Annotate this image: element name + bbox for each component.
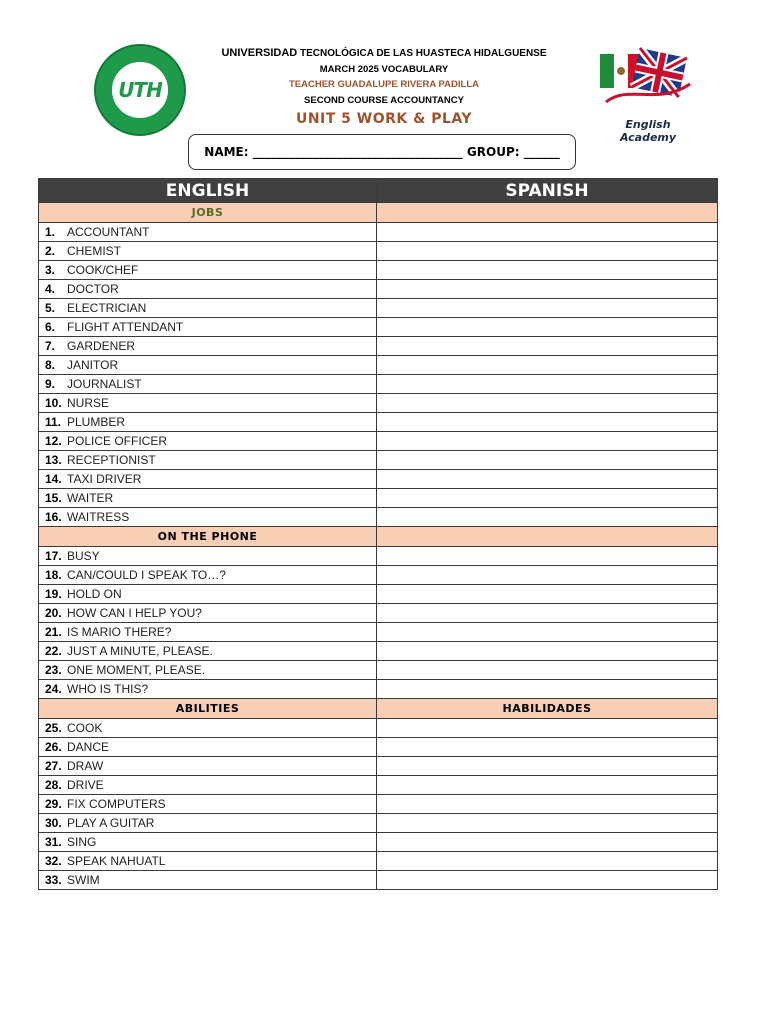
- spanish-answer-cell[interactable]: [377, 375, 718, 394]
- table-row: [39, 585, 718, 604]
- english-word: CAN/COULD I SPEAK TO…?: [67, 568, 226, 582]
- unit-title: UNIT 5 WORK & PLAY: [295, 111, 473, 127]
- table-row: [39, 776, 718, 795]
- table-row: [39, 318, 718, 337]
- spanish-answer-cell[interactable]: [377, 489, 718, 508]
- table-row: [39, 738, 718, 757]
- spanish-answer-cell[interactable]: [377, 547, 718, 566]
- english-word: DRAW: [67, 759, 104, 773]
- spanish-answer-cell[interactable]: [377, 871, 718, 890]
- english-cell: [39, 318, 377, 337]
- teacher-name: TEACHER GUADALUPE RIVERA PADILLA: [288, 79, 479, 90]
- spanish-answer-cell[interactable]: [377, 337, 718, 356]
- spanish-answer-cell[interactable]: [377, 738, 718, 757]
- english-academy-logo: [598, 44, 698, 144]
- item-number: 19.: [45, 587, 62, 601]
- item-number: 21.: [45, 625, 62, 639]
- spanish-answer-cell[interactable]: [377, 451, 718, 470]
- spanish-answer-cell[interactable]: [377, 757, 718, 776]
- name-group-line[interactable]: NAME: ___________________________________ GROUP: ______: [204, 145, 560, 159]
- spanish-answer-cell[interactable]: [377, 261, 718, 280]
- english-cell: [39, 566, 377, 585]
- item-number: 27.: [45, 759, 62, 773]
- table-row: [39, 757, 718, 776]
- table-row: [39, 223, 718, 242]
- item-number: 18.: [45, 568, 62, 582]
- english-word: RECEPTIONIST: [67, 453, 156, 467]
- table-row: [39, 280, 718, 299]
- english-word: SPEAK NAHUATL: [67, 854, 166, 868]
- item-number: 14.: [45, 472, 62, 486]
- english-word: WAITRESS: [67, 510, 130, 524]
- english-cell: [39, 470, 377, 489]
- item-number: 23.: [45, 663, 62, 677]
- spanish-column-header: SPANISH: [377, 179, 718, 203]
- item-number: 1.: [45, 225, 56, 239]
- table-row: [39, 413, 718, 432]
- english-word: CHEMIST: [67, 244, 121, 258]
- english-cell: [39, 604, 377, 623]
- english-cell: [39, 661, 377, 680]
- english-word: FIX COMPUTERS: [67, 797, 166, 811]
- spanish-answer-cell[interactable]: [377, 623, 718, 642]
- english-cell: [39, 432, 377, 451]
- english-cell: [39, 299, 377, 318]
- spanish-answer-cell[interactable]: [377, 814, 718, 833]
- spanish-answer-cell[interactable]: [377, 566, 718, 585]
- spanish-answer-cell[interactable]: [377, 470, 718, 489]
- english-word: DOCTOR: [67, 282, 119, 296]
- english-word: ELECTRICIAN: [67, 301, 147, 315]
- english-word: DANCE: [67, 740, 110, 754]
- spanish-answer-cell[interactable]: [377, 795, 718, 814]
- table-row: [39, 375, 718, 394]
- university-name: UNIVERSIDAD TECNOLÓGICA DE LAS HUASTECA HIDALGUENSE: [221, 47, 547, 59]
- english-word: SING: [67, 835, 97, 849]
- title-block: [200, 46, 568, 130]
- item-number: 11.: [45, 415, 62, 429]
- section-title: ON THE PHONE: [39, 527, 377, 547]
- item-number: 20.: [45, 606, 62, 620]
- table-row: [39, 661, 718, 680]
- english-academy-caption: English Academy: [619, 118, 677, 144]
- english-word: JUST A MINUTE, PLEASE.: [67, 644, 213, 658]
- table-row: [39, 432, 718, 451]
- uth-university-logo: [94, 44, 186, 136]
- table-row: [39, 719, 718, 738]
- english-word: BUSY: [67, 549, 100, 563]
- table-row: [39, 337, 718, 356]
- document-header: [0, 0, 768, 175]
- section-title: JOBS: [39, 203, 377, 223]
- table-row: [39, 795, 718, 814]
- spanish-answer-cell[interactable]: [377, 432, 718, 451]
- section-row: [39, 527, 718, 547]
- english-word: WHO IS THIS?: [67, 682, 149, 696]
- english-word: PLUMBER: [67, 415, 126, 429]
- item-number: 26.: [45, 740, 62, 754]
- item-number: 15.: [45, 491, 62, 505]
- english-word: ACCOUNTANT: [67, 225, 150, 239]
- english-cell: [39, 508, 377, 527]
- item-number: 31.: [45, 835, 62, 849]
- english-word: FLIGHT ATTENDANT: [67, 320, 184, 334]
- table-row: [39, 566, 718, 585]
- item-number: 7.: [45, 339, 56, 353]
- table-row: [39, 451, 718, 470]
- table-row: [39, 489, 718, 508]
- item-number: 25.: [45, 721, 62, 735]
- table-row: [39, 623, 718, 642]
- name-group-box[interactable]: [188, 134, 576, 170]
- english-word: JANITOR: [67, 358, 119, 372]
- section-spanish-title: HABILIDADES: [377, 699, 718, 719]
- table-row: [39, 852, 718, 871]
- table-row: [39, 642, 718, 661]
- english-cell: [39, 776, 377, 795]
- item-number: 22.: [45, 644, 62, 658]
- section-title: ABILITIES: [39, 699, 377, 719]
- spanish-answer-cell[interactable]: [377, 585, 718, 604]
- english-column-header: ENGLISH: [39, 179, 377, 203]
- item-number: 12.: [45, 434, 62, 448]
- table-row: [39, 394, 718, 413]
- table-row: [39, 547, 718, 566]
- english-word: HOW CAN I HELP YOU?: [67, 606, 202, 620]
- english-cell: [39, 814, 377, 833]
- item-number: 4.: [45, 282, 56, 296]
- english-word: JOURNALIST: [67, 377, 142, 391]
- vocabulary-subtitle: MARCH 2025 VOCABULARY: [319, 63, 449, 75]
- item-number: 9.: [45, 377, 56, 391]
- spanish-answer-cell[interactable]: [377, 356, 718, 375]
- english-word: WAITER: [67, 491, 114, 505]
- spanish-answer-cell[interactable]: [377, 642, 718, 661]
- spanish-answer-cell[interactable]: [377, 394, 718, 413]
- english-word: IS MARIO THERE?: [67, 625, 172, 639]
- english-cell: [39, 547, 377, 566]
- course-name: SECOND COURSE ACCOUNTANCY: [304, 94, 464, 106]
- english-word: HOLD ON: [67, 587, 122, 601]
- english-cell: [39, 223, 377, 242]
- item-number: 10.: [45, 396, 62, 410]
- spanish-answer-cell[interactable]: [377, 661, 718, 680]
- english-cell: [39, 795, 377, 814]
- table-row: [39, 814, 718, 833]
- table-header-row: [39, 179, 718, 203]
- english-word: GARDENER: [67, 339, 136, 353]
- section-row: [39, 699, 718, 719]
- english-cell: [39, 337, 377, 356]
- english-word: COOK/CHEF: [67, 263, 139, 277]
- table-row: [39, 604, 718, 623]
- english-word: SWIM: [67, 873, 100, 887]
- item-number: 33.: [45, 873, 62, 887]
- english-word: TAXI DRIVER: [67, 472, 142, 486]
- table-row: [39, 261, 718, 280]
- table-row: [39, 356, 718, 375]
- english-cell: [39, 451, 377, 470]
- english-cell: [39, 757, 377, 776]
- english-word: PLAY A GUITAR: [67, 816, 155, 830]
- table-row: [39, 871, 718, 890]
- vocabulary-body: [39, 203, 718, 890]
- spanish-answer-cell[interactable]: [377, 508, 718, 527]
- section-spanish-title: [377, 203, 718, 223]
- english-cell: [39, 394, 377, 413]
- item-number: 29.: [45, 797, 62, 811]
- spanish-answer-cell[interactable]: [377, 604, 718, 623]
- spanish-answer-cell[interactable]: [377, 776, 718, 795]
- english-word: POLICE OFFICER: [67, 434, 168, 448]
- table-row: [39, 242, 718, 261]
- english-word: ONE MOMENT, PLEASE.: [67, 663, 206, 677]
- item-number: 24.: [45, 682, 62, 696]
- english-cell: [39, 261, 377, 280]
- english-cell: [39, 375, 377, 394]
- english-word: COOK: [67, 721, 103, 735]
- spanish-answer-cell[interactable]: [377, 223, 718, 242]
- item-number: 32.: [45, 854, 62, 868]
- spanish-answer-cell[interactable]: [377, 852, 718, 871]
- english-cell: [39, 719, 377, 738]
- item-number: 17.: [45, 549, 62, 563]
- english-cell: [39, 623, 377, 642]
- spanish-answer-cell[interactable]: [377, 242, 718, 261]
- table-row: [39, 508, 718, 527]
- table-row: [39, 299, 718, 318]
- flags-icon: [598, 44, 698, 118]
- table-row: [39, 470, 718, 489]
- english-cell: [39, 356, 377, 375]
- item-number: 5.: [45, 301, 56, 315]
- english-cell: [39, 738, 377, 757]
- item-number: 16.: [45, 510, 62, 524]
- english-cell: [39, 833, 377, 852]
- spanish-answer-cell[interactable]: [377, 413, 718, 432]
- english-word: DRIVE: [67, 778, 104, 792]
- item-number: 6.: [45, 320, 56, 334]
- english-cell: [39, 413, 377, 432]
- item-number: 30.: [45, 816, 62, 830]
- item-number: 13.: [45, 453, 62, 467]
- english-word: NURSE: [67, 396, 110, 410]
- spanish-answer-cell[interactable]: [377, 833, 718, 852]
- item-number: 28.: [45, 778, 62, 792]
- vocabulary-table: [38, 178, 718, 890]
- spanish-answer-cell[interactable]: [377, 318, 718, 337]
- uth-logo-mark: UTH: [118, 78, 162, 102]
- english-cell: [39, 585, 377, 604]
- spanish-answer-cell[interactable]: [377, 280, 718, 299]
- english-cell: [39, 680, 377, 699]
- english-cell: [39, 852, 377, 871]
- spanish-answer-cell[interactable]: [377, 299, 718, 318]
- english-cell: [39, 242, 377, 261]
- item-number: 2.: [45, 244, 56, 258]
- item-number: 3.: [45, 263, 56, 277]
- table-row: [39, 680, 718, 699]
- section-row: [39, 203, 718, 223]
- english-cell: [39, 489, 377, 508]
- spanish-answer-cell[interactable]: [377, 680, 718, 699]
- section-spanish-title: [377, 527, 718, 547]
- english-cell: [39, 642, 377, 661]
- spanish-answer-cell[interactable]: [377, 719, 718, 738]
- english-cell: [39, 280, 377, 299]
- item-number: 8.: [45, 358, 56, 372]
- table-row: [39, 833, 718, 852]
- english-cell: [39, 871, 377, 890]
